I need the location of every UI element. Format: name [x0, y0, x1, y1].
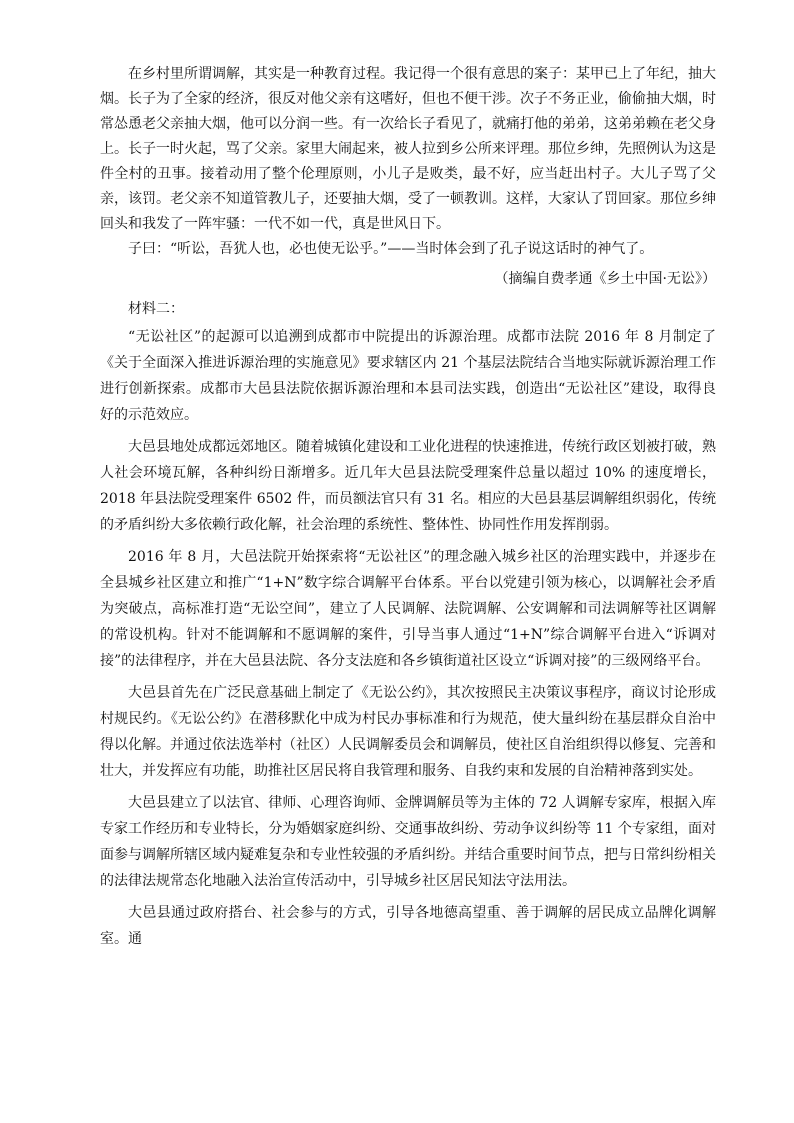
material-two-heading: 材料二：	[128, 301, 184, 317]
paragraph-platform-system: 2016 年 8 月，大邑法院开始探索将“无讼社区”的理念融入城乡社区的治理实践中，并逐步在全县城乡社区建立和推广“1+N”数字综合调解平台体系。平台以党建引领为核心，以调解社会矛盾为突破点，高标准打造“无讼空间”，建立了人民调解、法院调解、公安调解和司法调解等社区调解的常设机构。针对不能调解和不愿调解的案件，引导当事人通过“1+N”综合调解平台进入“诉调对接”的法律程序，并在大邑县法院、各分支法庭和各乡镇街道社区设立“诉调对接”的三级网络平台。	[100, 549, 716, 669]
paragraph-confucius-quote: 子曰：“听讼，吾犹人也，必也使无讼乎。”——当时体会到了孔子说这话时的神气了。	[128, 241, 654, 257]
paragraph-no-litigation-origin: “无讼社区”的起源可以追溯到成都市中院提出的诉源治理。成都市法院 2016 年 8 月制定了《关于全面深入推进诉源治理的实施意见》要求辖区内 21 个基层法院结合当地实际就诉源治理工作进行创新探索。成都市大邑县法院依据诉源治理和本县司法实践，创造出“无讼社区”建设，取得良好的示范效应。	[100, 329, 716, 423]
document-page	[100, 62, 716, 952]
paragraph-mediation-rooms: 大邑县通过政府搭台、社会参与的方式，引导各地德高望重、善于调解的居民成立品牌化调解室。通	[100, 905, 716, 947]
source-citation: （摘编自费孝通《乡土中国·无讼》）	[494, 271, 716, 287]
paragraph-dayi-background: 大邑县地处成都远郊地区。随着城镇化建设和工业化进程的快速推进，传统行政区划被打破，熟人社会环境瓦解，各种纠纷日渐增多。近几年大邑县法院受理案件总量以超过 10% 的速度增长，2018 年县法院受理案件 6502 件，而员额法官只有 31 名。相应的大邑县基层调解组织弱化，传统的矛盾纠纷大多依赖行政化解，社会治理的系统性、整体性、协同性作用发挥削弱。	[100, 439, 716, 533]
paragraph-mediation-case: 在乡村里所谓调解，其实是一种教育过程。我记得一个很有意思的案子：某甲已上了年纪，抽大烟。长子为了全家的经济，很反对他父亲有这嗜好，但也不便干涉。次子不务正业，偷偷抽大烟，时常怂恿老父亲抽大烟，他可以分润一些。有一次给长子看见了，就痛打他的弟弟，这弟弟赖在老父身上。长子一时火起，骂了父亲。家里大闹起来，被人拉到乡公所来评理。那位乡绅，先照例认为这是件全村的丑事。接着动用了整个伦理原则，小儿子是败类，最不好，应当赶出村子。大儿子骂了父亲，该罚。老父亲不知道管教儿子，还要抽大烟，受了一顿教训。这样，大家认了罚回家。那位乡绅回头和我发了一阵牢骚：一代不如一代，真是世风日下。	[100, 66, 716, 232]
paragraph-convention: 大邑县首先在广泛民意基础上制定了《无讼公约》，其次按照民主决策议事程序，商议讨论形成村规民约。《无讼公约》在潜移默化中成为村民办事标准和行为规范，使大量纠纷在基层群众自治中得以化解。并通过依法选举村（社区）人民调解委员会和调解员，使社区自治组织得以修复、完善和壮大，并发挥应有功能，助推社区居民将自我管理和服务、自我约束和发展的自治精神落到实处。	[100, 685, 716, 779]
paragraph-expert-pool: 大邑县建立了以法官、律师、心理咨询师、金牌调解员等为主体的 72 人调解专家库，根据入库专家工作经历和专业特长，分为婚姻家庭纠纷、交通事故纠纷、劳动争议纠纷等 11 个专家组，面对面参与调解所辖区域内疑难复杂和专业性较强的矛盾纠纷。并结合重要时间节点，把与日常纠纷相关的法律法规常态化地融入法治宣传活动中，引导城乡社区居民知法守法用法。	[100, 795, 716, 889]
